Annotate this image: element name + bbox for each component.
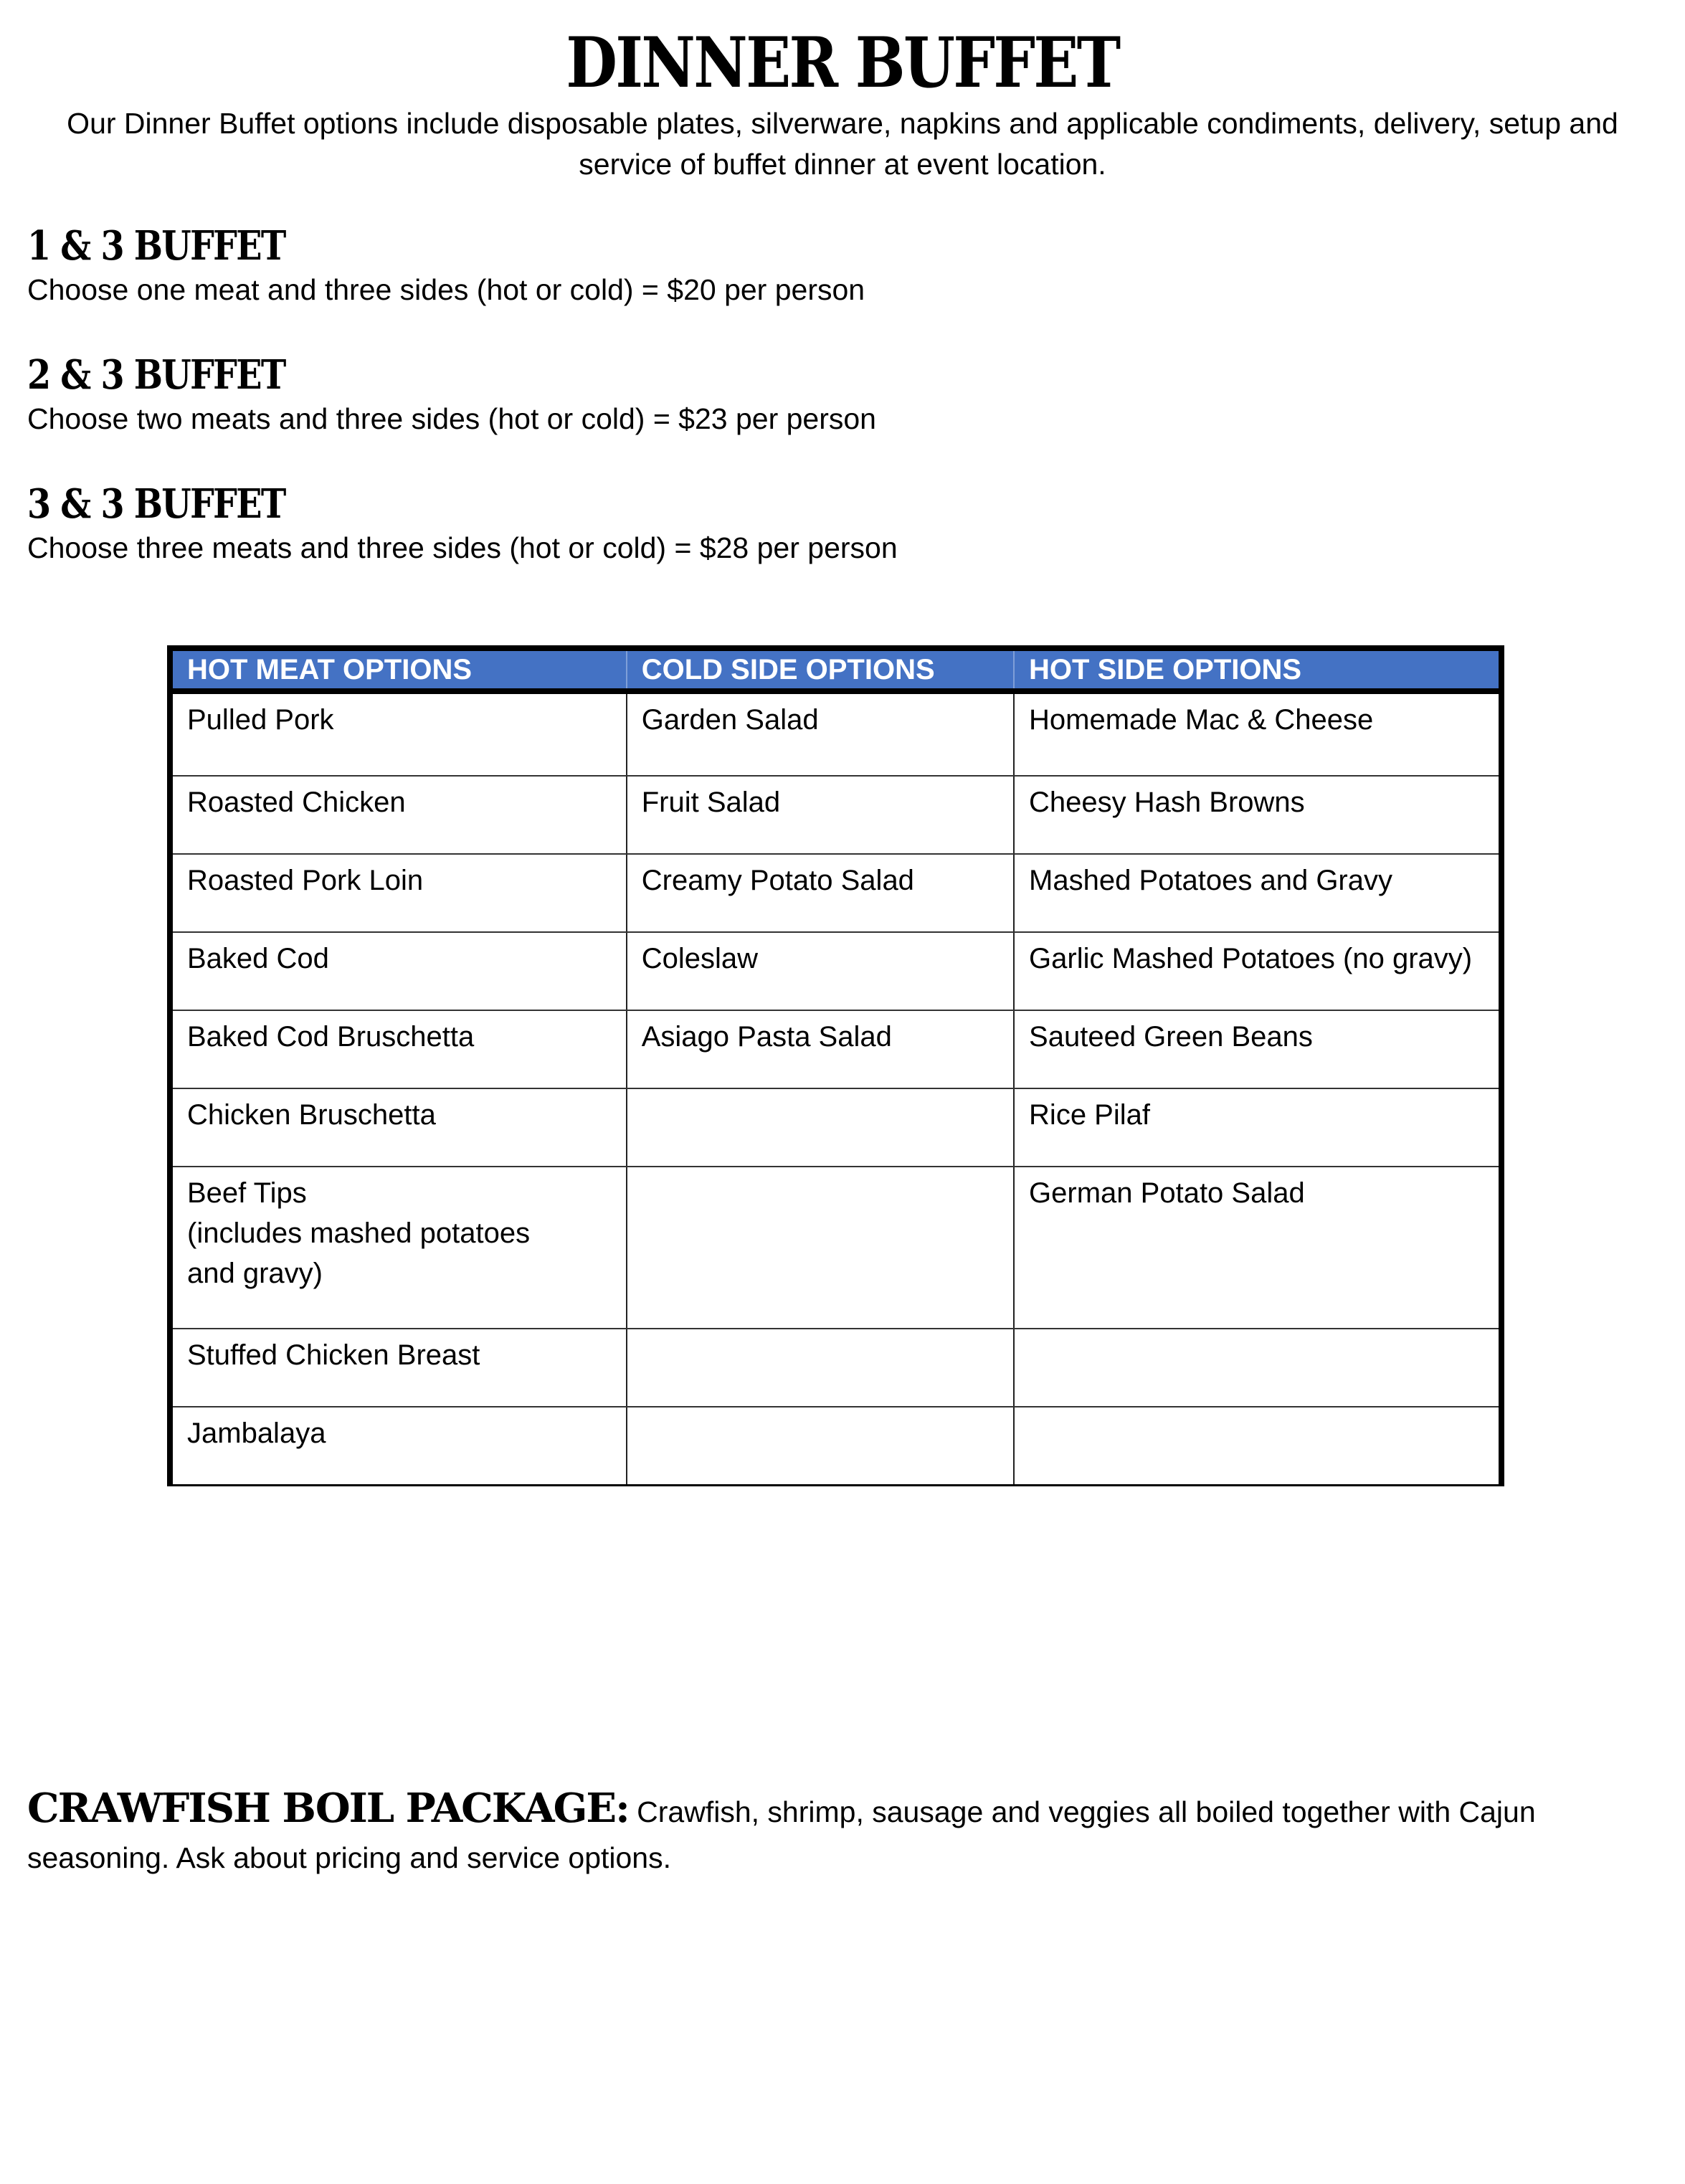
cold-side-cell	[627, 1167, 1014, 1329]
hot-meat-cell: Pulled Pork	[170, 691, 627, 776]
package-3-3-buffet	[27, 479, 898, 566]
hot-side-cell: Garlic Mashed Potatoes (no gravy)	[1014, 932, 1501, 1010]
hot-meat-cell: Baked Cod	[170, 932, 627, 1010]
package-description: Choose two meats and three sides (hot or cold) = $23 per person	[27, 402, 876, 435]
hot-meat-cell: Chicken Bruschetta	[170, 1088, 627, 1167]
hot-side-cell	[1014, 1329, 1501, 1407]
crawfish-title: CRAWFISH BOIL PACKAGE:	[27, 1785, 629, 1832]
cold-side-cell	[627, 1407, 1014, 1485]
cold-side-cell: Creamy Potato Salad	[627, 854, 1014, 932]
cold-side-cell: Garden Salad	[627, 691, 1014, 776]
table-row	[170, 691, 1501, 776]
hot-meat-cell: Jambalaya	[170, 1407, 627, 1485]
hot-meat-name: Beef Tips	[187, 1177, 307, 1209]
header-hot-side-options: HOT SIDE OPTIONS	[1014, 648, 1501, 691]
hot-meat-cell	[170, 1167, 627, 1329]
hot-meat-note: (includes mashed potatoes	[187, 1217, 531, 1249]
hot-side-cell: Cheesy Hash Browns	[1014, 776, 1501, 854]
hot-side-cell: German Potato Salad	[1014, 1167, 1501, 1329]
package-title: 2 & 3 BUFFET	[27, 351, 285, 399]
header-hot-meat-options: HOT MEAT OPTIONS	[170, 648, 627, 691]
package-1-3-buffet	[27, 221, 865, 308]
crawfish-description: Crawfish, shrimp, sausage and veggies all boiled together with Cajun seasoning. Ask about pricing and service options.	[27, 1795, 1536, 1874]
table-header-row	[170, 648, 1501, 691]
cold-side-cell	[627, 1088, 1014, 1167]
hot-side-cell: Mashed Potatoes and Gravy	[1014, 854, 1501, 932]
crawfish-boil-section	[27, 1785, 1662, 1881]
package-description: Choose three meats and three sides (hot or cold) = $28 per person	[27, 531, 898, 564]
cold-side-cell: Coleslaw	[627, 932, 1014, 1010]
hot-meat-cell: Roasted Pork Loin	[170, 854, 627, 932]
intro-paragraph: Our Dinner Buffet options include disposable plates, silverware, napkins and applicable condiments, delivery, setup and service of buffet dinner at event location.	[67, 107, 1618, 181]
hot-side-cell: Rice Pilaf	[1014, 1088, 1501, 1167]
package-title: 3 & 3 BUFFET	[27, 480, 285, 528]
table-row	[170, 776, 1501, 854]
table-row	[170, 1010, 1501, 1088]
cold-side-cell: Fruit Salad	[627, 776, 1014, 854]
menu-options-table	[167, 645, 1504, 1486]
package-title: 1 & 3 BUFFET	[27, 222, 285, 270]
hot-side-cell: Homemade Mac & Cheese	[1014, 691, 1501, 776]
table-row	[170, 1329, 1501, 1407]
header-cold-side-options: COLD SIDE OPTIONS	[627, 648, 1014, 691]
table-row	[170, 932, 1501, 1010]
table-row	[170, 1088, 1501, 1167]
hot-meat-cell: Baked Cod Bruschetta	[170, 1010, 627, 1088]
table-row	[170, 1167, 1501, 1329]
hot-side-cell	[1014, 1407, 1501, 1485]
page-title: DINNER BUFFET	[566, 22, 1119, 103]
hot-side-cell: Sauteed Green Beans	[1014, 1010, 1501, 1088]
hot-meat-cell: Stuffed Chicken Breast	[170, 1329, 627, 1407]
cold-side-cell: Asiago Pasta Salad	[627, 1010, 1014, 1088]
table-row	[170, 1407, 1501, 1485]
cold-side-cell	[627, 1329, 1014, 1407]
table-row	[170, 854, 1501, 932]
hot-meat-cell: Roasted Chicken	[170, 776, 627, 854]
hot-meat-note: and gravy)	[187, 1258, 323, 1289]
package-description: Choose one meat and three sides (hot or cold) = $20 per person	[27, 273, 865, 306]
package-2-3-buffet	[27, 350, 876, 437]
